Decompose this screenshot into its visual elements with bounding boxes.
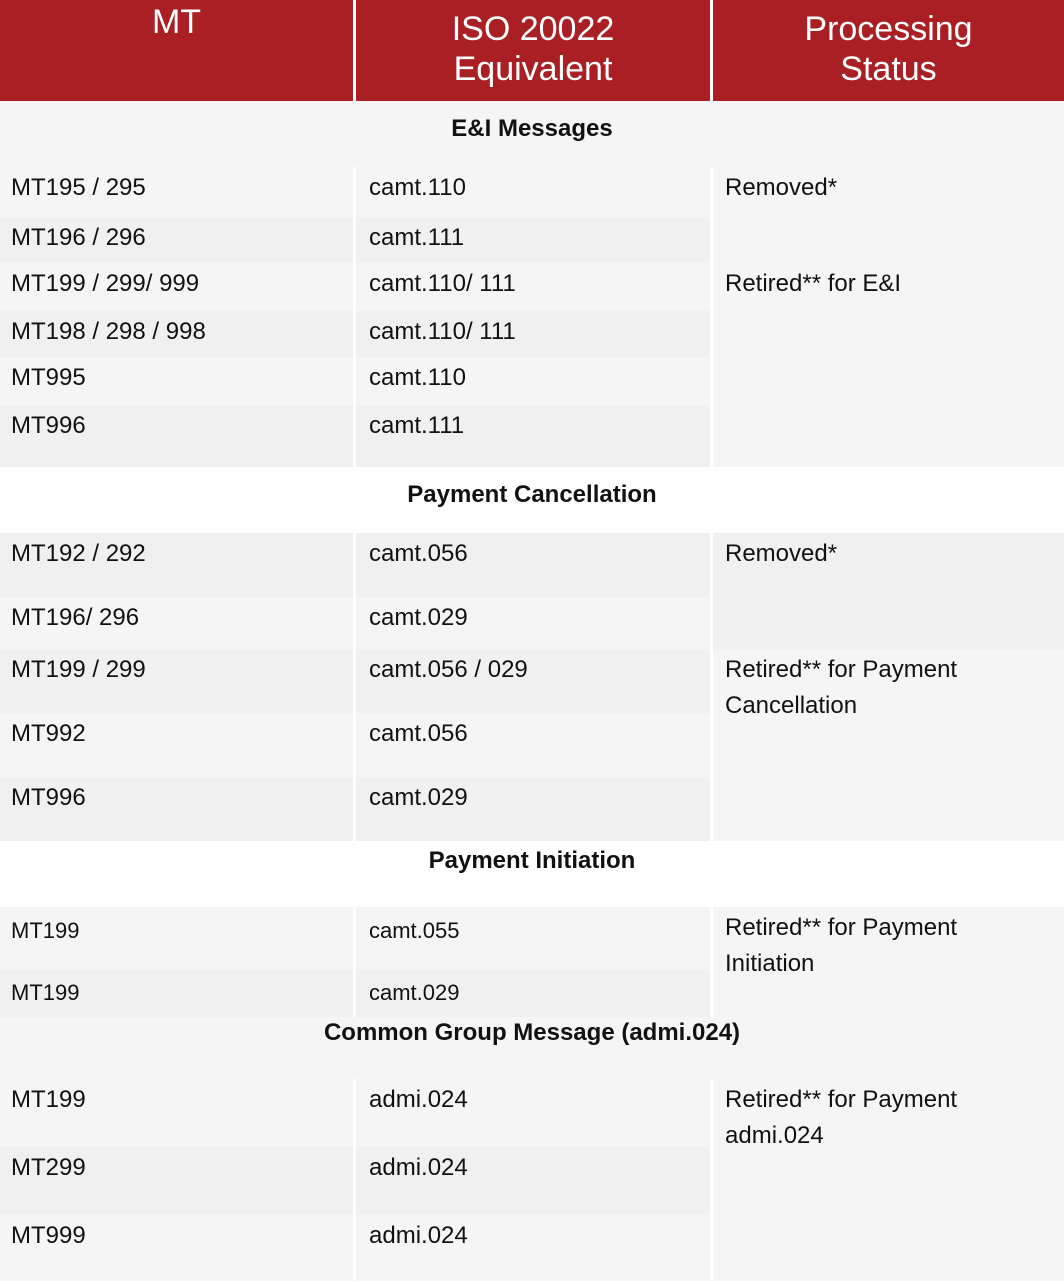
iso-cell: camt.055 — [356, 907, 710, 969]
mt-cell: MT196 / 296 — [0, 217, 353, 263]
mt-cell: MT199 / 299 — [0, 649, 353, 713]
mt-cell: MT192 / 292 — [0, 533, 353, 597]
iso-cell: camt.029 — [356, 777, 710, 841]
mt-cell: MT199 / 299/ 999 — [0, 263, 353, 311]
section-title-payment-initiation: Payment Initiation — [0, 841, 1064, 907]
mt-cell: MT199 — [0, 1079, 353, 1147]
mt-cell: MT996 — [0, 777, 353, 841]
mt-cell: MT996 — [0, 405, 353, 467]
iso-cell: camt.110 — [356, 357, 710, 405]
iso-cell: admi.024 — [356, 1215, 710, 1281]
mt-cell: MT199 — [0, 969, 353, 1017]
status-cell: Retired** for E&I — [713, 263, 1064, 467]
status-cell: Retired** for Payment admi.024 — [713, 1079, 1064, 1281]
iso-cell: camt.029 — [356, 969, 710, 1017]
iso-cell: camt.056 — [356, 533, 710, 597]
iso-cell: admi.024 — [356, 1079, 710, 1147]
status-cell: Retired** for Payment Cancellation — [713, 649, 1064, 841]
iso-cell: camt.056 / 029 — [356, 649, 710, 713]
mt-cell: MT299 — [0, 1147, 353, 1215]
mt-cell: MT198 / 298 / 998 — [0, 311, 353, 357]
section-title-ei-messages: E&I Messages — [0, 101, 1064, 167]
iso-cell: camt.056 — [356, 713, 710, 777]
section-title-payment-cancellation: Payment Cancellation — [0, 467, 1064, 533]
mt-cell: MT995 — [0, 357, 353, 405]
iso-cell: camt.110/ 111 — [356, 263, 710, 311]
mt-cell: MT199 — [0, 907, 353, 969]
iso-cell: camt.111 — [356, 217, 710, 263]
section-title-common-group-message: Common Group Message (admi.024) — [0, 1017, 1064, 1079]
iso-cell: camt.110/ 111 — [356, 311, 710, 357]
header-mt: MT — [0, 0, 353, 101]
status-cell: Removed* — [713, 167, 1064, 263]
iso-cell: camt.029 — [356, 597, 710, 649]
header-processing-status: Processing Status — [713, 0, 1064, 101]
iso-cell: camt.111 — [356, 405, 710, 467]
header-iso-equivalent: ISO 20022 Equivalent — [356, 0, 710, 101]
mt-cell: MT999 — [0, 1215, 353, 1281]
mt-cell: MT196/ 296 — [0, 597, 353, 649]
status-cell: Retired** for Payment Initiation — [713, 907, 1064, 1017]
iso-cell: admi.024 — [356, 1147, 710, 1215]
status-cell: Removed* — [713, 533, 1064, 649]
mt-cell: MT992 — [0, 713, 353, 777]
mt-cell: MT195 / 295 — [0, 167, 353, 217]
iso-cell: camt.110 — [356, 167, 710, 217]
